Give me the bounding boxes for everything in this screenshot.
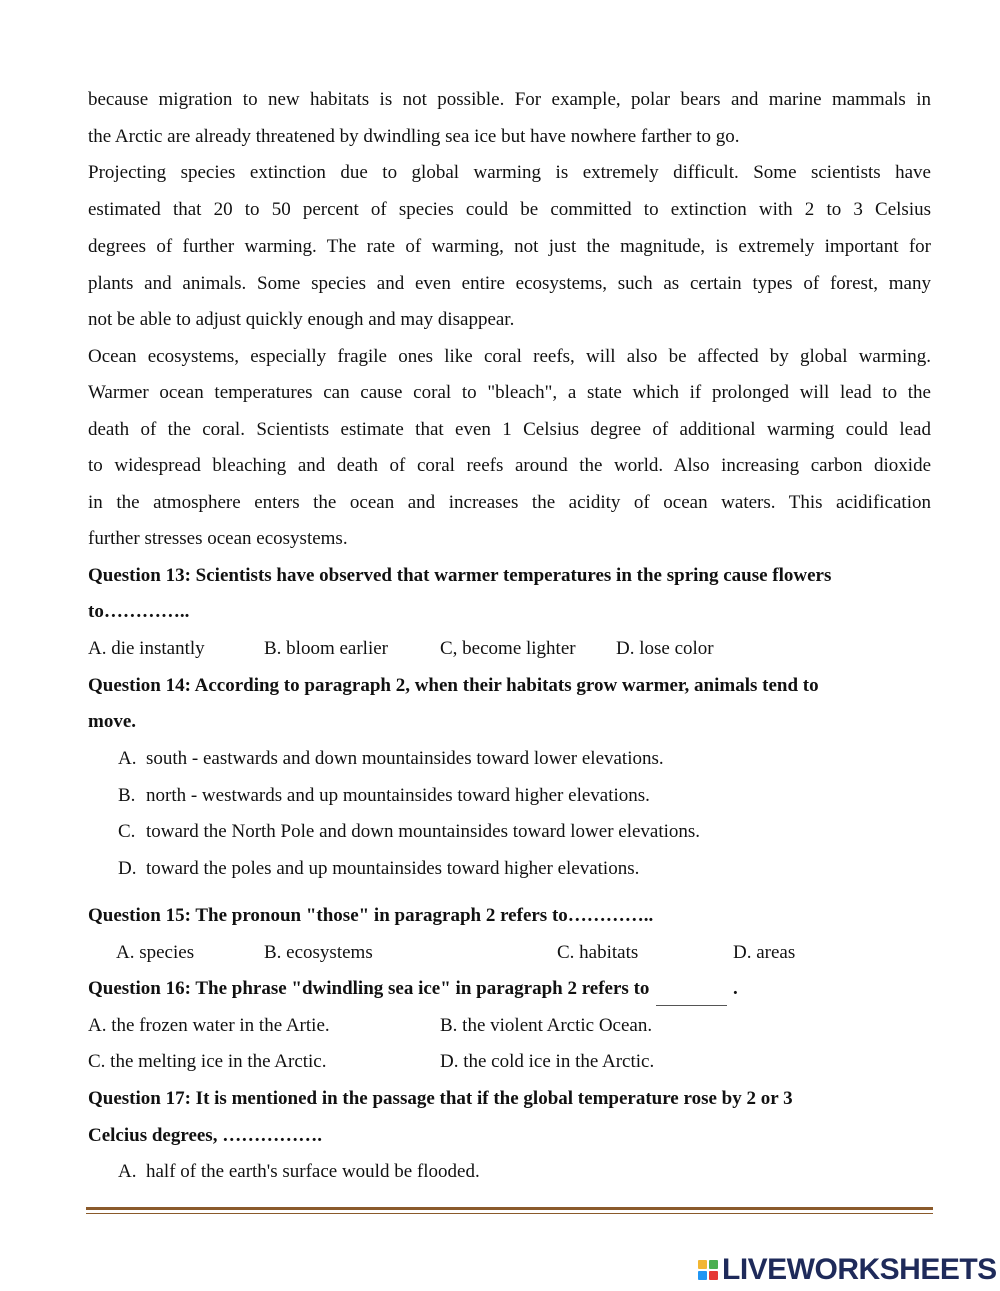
question-17-stem-cont: Celcius degrees, ……………. xyxy=(88,1125,322,1146)
q16-option-d[interactable]: D. the cold ice in the Arctic. xyxy=(440,1051,655,1072)
passage-line: to widespread bleaching and death of coral reefs around the world. Also increasing carbon dioxide xyxy=(88,455,931,476)
passage-line: estimated that 20 to 50 percent of species could be committed to extinction with 2 to 3 Celsius xyxy=(88,199,931,220)
q14-option-d[interactable] xyxy=(118,857,639,881)
option-text: toward the North Pole and down mountainsides toward lower elevations. xyxy=(146,821,701,842)
q16-option-a[interactable]: A. the frozen water in the Artie. xyxy=(88,1015,330,1036)
q14-option-a[interactable] xyxy=(118,747,664,771)
passage-line: further stresses ocean ecosystems. xyxy=(88,528,348,549)
logo-text: LIVEWORKSHEETS xyxy=(722,1253,997,1286)
q14-option-c[interactable] xyxy=(118,820,700,844)
option-text: half of the earth's surface would be flooded. xyxy=(146,1161,480,1182)
q14-option-b[interactable] xyxy=(118,784,650,808)
logo-grid-icon xyxy=(698,1260,718,1280)
q16-option-b[interactable]: B. the violent Arctic Ocean. xyxy=(440,1015,653,1036)
passage-line: Ocean ecosystems, especially fragile ones like coral reefs, will also be affected by global warming. xyxy=(88,346,931,367)
option-text: toward the poles and up mountainsides toward higher elevations. xyxy=(146,858,640,879)
question-17-stem: Question 17: It is mentioned in the passage that if the global temperature rose by 2 or 3 xyxy=(88,1088,793,1109)
option-letter: A. xyxy=(118,1161,137,1182)
question-14-stem: Question 14: According to paragraph 2, when their habitats grow warmer, animals tend to xyxy=(88,675,819,696)
q13-option-b[interactable]: B. bloom earlier xyxy=(264,638,388,659)
passage-line: death of the coral. Scientists estimate that even 1 Celsius degree of additional warming could lead xyxy=(88,419,931,440)
passage-line: because migration to new habitats is not possible. For example, polar bears and marine mammals in xyxy=(88,89,931,110)
q15-option-b[interactable]: B. ecosystems xyxy=(264,942,373,963)
footer-rule-thin xyxy=(86,1213,933,1214)
question-13-stem: Question 13: Scientists have observed that warmer temperatures in the spring cause flowers xyxy=(88,565,832,586)
option-text: south - eastwards and down mountainsides toward lower elevations. xyxy=(146,748,664,769)
answer-blank[interactable] xyxy=(656,1005,727,1006)
q15-option-a[interactable]: A. species xyxy=(116,942,195,963)
passage-line: not be able to adjust quickly enough and may disappear. xyxy=(88,309,515,330)
question-16-end: . xyxy=(733,978,738,999)
option-letter: D. xyxy=(118,858,137,879)
q15-option-c[interactable]: C. habitats xyxy=(557,942,639,963)
logo-square xyxy=(698,1271,707,1280)
passage-line: plants and animals. Some species and even entire ecosystems, such as certain types of forest, many xyxy=(88,273,931,294)
question-14-stem-cont: move. xyxy=(88,711,137,732)
passage-line: in the atmosphere enters the ocean and increases the acidity of ocean waters. This acidification xyxy=(88,492,931,513)
question-16-stem: Question 16: The phrase "dwindling sea ice" in paragraph 2 refers to xyxy=(88,978,650,999)
liveworksheets-logo xyxy=(698,1253,997,1287)
passage-line: degrees of further warming. The rate of warming, not just the magnitude, is extremely important for xyxy=(88,236,931,257)
logo-square xyxy=(709,1260,718,1269)
passage-line: Warmer ocean temperatures can cause coral to "bleach", a state which if prolonged will lead to the xyxy=(88,382,931,403)
q15-option-d[interactable]: D. areas xyxy=(733,942,796,963)
footer-rule xyxy=(86,1207,933,1210)
passage-line: the Arctic are already threatened by dwindling sea ice but have nowhere farther to go. xyxy=(88,126,740,147)
q13-option-c[interactable]: C, become lighter xyxy=(440,638,576,659)
passage-line: Projecting species extinction due to global warming is extremely difficult. Some scientists have xyxy=(88,162,931,183)
logo-square xyxy=(709,1271,718,1280)
q13-option-a[interactable]: A. die instantly xyxy=(88,638,205,659)
q16-option-c[interactable]: C. the melting ice in the Arctic. xyxy=(88,1051,327,1072)
option-letter: A. xyxy=(118,748,137,769)
logo-square xyxy=(698,1260,707,1269)
option-letter: B. xyxy=(118,785,136,806)
q13-option-d[interactable]: D. lose color xyxy=(616,638,714,659)
question-13-stem-cont: to………….. xyxy=(88,601,190,622)
option-letter: C. xyxy=(118,821,136,842)
q17-option-a[interactable] xyxy=(118,1160,480,1184)
question-15-stem: Question 15: The pronoun "those" in paragraph 2 refers to………….. xyxy=(88,905,654,926)
option-text: north - westwards and up mountainsides toward higher elevations. xyxy=(146,785,650,806)
